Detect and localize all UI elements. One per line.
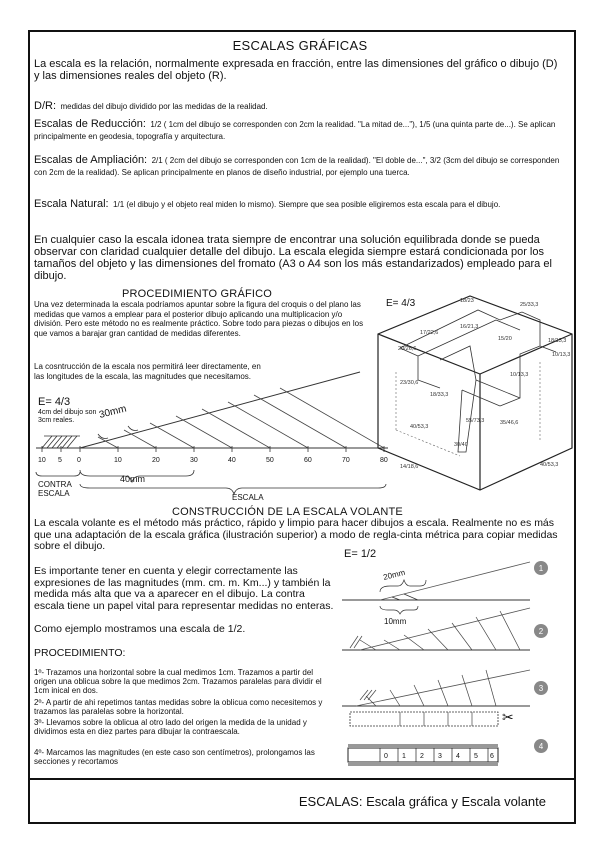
iso-dim: 40/53,3	[410, 424, 429, 430]
tick-label: 70	[342, 457, 350, 464]
iso-dim: 23/30,6	[400, 380, 419, 386]
graphic-scale-note: 4cm del dibujo son 3cm reales.	[38, 409, 97, 424]
reduccion-label: Escalas de Reducción:	[34, 118, 146, 130]
tick-label: 5	[58, 457, 62, 464]
badge-1: 1	[538, 564, 544, 573]
dr-text: medidas del dibujo dividido por las medidas de la realidad.	[60, 102, 268, 111]
step-3: 3º- Llevamos sobre la oblicua al otro lado del origen la medida de la unidad y dividimos esta en diez partes para dibujar la contraescala.	[34, 718, 307, 736]
dim-30mm: 30mm	[98, 403, 128, 421]
ruler-label: 6	[490, 753, 494, 760]
natural-label: Escala Natural:	[34, 198, 109, 210]
iso-dim: 35/46,6	[500, 420, 519, 426]
proc-grafico-p1: Una vez determinada la escala podríamos apuntar sobre la figura del croquis o del plano las medidas que vamos a emplear para el posterior dibujo aplicando una multiplicacion y/o división. Pero este método no es realmente práctico. Sobre todo para piezas o dibujos en los que vamos a barajar gran cantidad de medidas diferentes.	[34, 300, 364, 338]
iso-scale-label: E= 4/3	[386, 298, 416, 309]
graphic-scale-label: E= 4/3	[38, 396, 71, 408]
page-title: ESCALAS GRÁFICAS	[232, 38, 368, 53]
iso-dim: 17/22,6	[420, 330, 439, 336]
volante-p3: Como ejemplo mostramos una escala de 1/2.	[34, 623, 246, 635]
iso-dim: 30/40	[454, 442, 468, 448]
iso-dim: 25/33,3	[520, 302, 539, 308]
reduccion-text: 1/2 ( 1cm del dibujo se corresponden con 2cm la realidad. "La mitad de..."), 1/5 (una quinta parte de...). Se aplican principalmente en geodesia, topografía y arquitectura.	[34, 120, 556, 141]
intro-paragraph: La escala es la relación, normalmente expresada en fracción, entre las dimensiones del gráfico o dibujo (D) y las dimensiones reales del objeto (R).	[34, 58, 558, 82]
step-1: 1º- Trazamos una horizontal sobre la cual medimos 1cm. Trazamos a partir del origen una oblicua sobre la que medimos 2cm. Trazamos paralelas para dividir el 1cm inical en dos.	[34, 668, 322, 695]
iso-dim: 18/23	[460, 298, 474, 304]
ruler-label: 2	[420, 753, 424, 760]
iso-dim: 15/20	[498, 336, 512, 342]
tick-label: 40	[228, 457, 236, 464]
dim-20mm: 20mm	[382, 567, 407, 582]
ruler-label: 5	[474, 753, 478, 760]
tick-label: 60	[304, 457, 312, 464]
volante-title: CONSTRUCCIÓN DE LA ESCALA VOLANTE	[172, 506, 403, 518]
escala-label: ESCALA	[232, 493, 264, 502]
dim-40mm: 40mm	[120, 474, 146, 484]
step-2: 2º- A partir de ahi repetimos tantas medidas sobre la oblicua como necesitemos y trazamos las paralelas sobre la horizontal.	[34, 698, 323, 716]
footer-title: ESCALAS: Escala gráfica y Escala volante	[298, 794, 546, 809]
badge-2: 2	[538, 627, 544, 636]
ruler-label: 3	[438, 753, 442, 760]
step-4: 4º- Marcamos las magnitudes (en este caso son centímetros), prolongamos las secciones y recortamos	[34, 748, 315, 766]
ruler-label: 0	[384, 753, 388, 760]
proc-grafico-title: PROCEDIMIENTO GRÁFICO	[122, 288, 273, 300]
volante-p1: La escala volante es el método más práctico, rápido y limpio para hacer dibujos a escala. Realmente no es más que una adaptación de la escala gráfica (ilustración superior) a modo de regla-cinta métrica para copiar medidas sobre el dibujo.	[34, 517, 558, 552]
iso-dim: 55/73,3	[466, 418, 485, 424]
tick-label: 0	[77, 457, 81, 464]
ampliacion-text: 2/1 ( 2cm del dibujo se corresponden con 1cm de la realidad). "El doble de...", 3/2 (3cm del dibujo se corresponden con 2cm de la realidad). Se aplican principalmente en planos de diseño industrial, por ejemplo una tuerca.	[34, 156, 560, 177]
tick-label: 20	[152, 457, 160, 464]
scissors-icon: ✂	[502, 709, 514, 725]
tick-label: 80	[380, 457, 388, 464]
iso-dim: 10/13,3	[510, 372, 529, 378]
volante-p2: Es importante tener en cuenta y elegir correctamente las expresiones de las magnitudes (mm. cm. m. Km...) y también la medida más alta que va a aparecer en el dibujo. La contra escala tiene un papel vital para representar medidas no enteras.	[34, 565, 334, 612]
dim-10mm: 10mm	[384, 617, 407, 626]
tick-label: 50	[266, 457, 274, 464]
step-badges	[534, 561, 548, 753]
iso-dim: 40/53,3	[540, 462, 559, 468]
tick-label: 10	[38, 457, 46, 464]
contra-escala-label: CONTRA ESCALA	[38, 480, 72, 498]
badge-3: 3	[538, 684, 544, 693]
ampliacion-label: Escalas de Ampliación:	[34, 154, 148, 166]
general-paragraph: En cualquier caso la escala idonea trata siempre de encontrar una solución equilibrada donde se pueda observar con claridad cualquier detalle del dibujo. La escala elegida siempre estará condicionada por los tamaños del objeto y las dimensiones del fromato (A3 o A4 son los más estandarizados) empleado para el dibujo.	[34, 234, 552, 282]
iso-dim: 14/18,6	[400, 464, 419, 470]
footer	[28, 778, 576, 824]
natural-text: 1/1 (el dibujo y el objeto real miden lo mismo). Siempre que sea posible eligiremos esta escala para el dibujo.	[113, 200, 501, 209]
iso-dim: 18/13,3	[548, 338, 567, 344]
proc-title: PROCEDIMIENTO:	[34, 647, 126, 659]
proc-grafico-p2: La cosntrucción de la escala nos permitirá leer directamente, en las longitudes de la escala, las magnitudes que necesitamos.	[34, 362, 261, 381]
volante-scale-label: E= 1/2	[344, 548, 377, 560]
ruler-label: 1	[402, 753, 406, 760]
iso-dim: 16/21,3	[460, 324, 479, 330]
tick-label: 10	[114, 457, 122, 464]
iso-dim: 10/13,3	[552, 352, 571, 358]
iso-dim: 20/26,6	[398, 346, 417, 352]
ruler-label: 4	[456, 753, 460, 760]
badge-4: 4	[538, 742, 544, 751]
iso-dim: 18/33,3	[430, 392, 449, 398]
dr-label: D/R:	[34, 100, 56, 112]
tick-label: 30	[190, 457, 198, 464]
